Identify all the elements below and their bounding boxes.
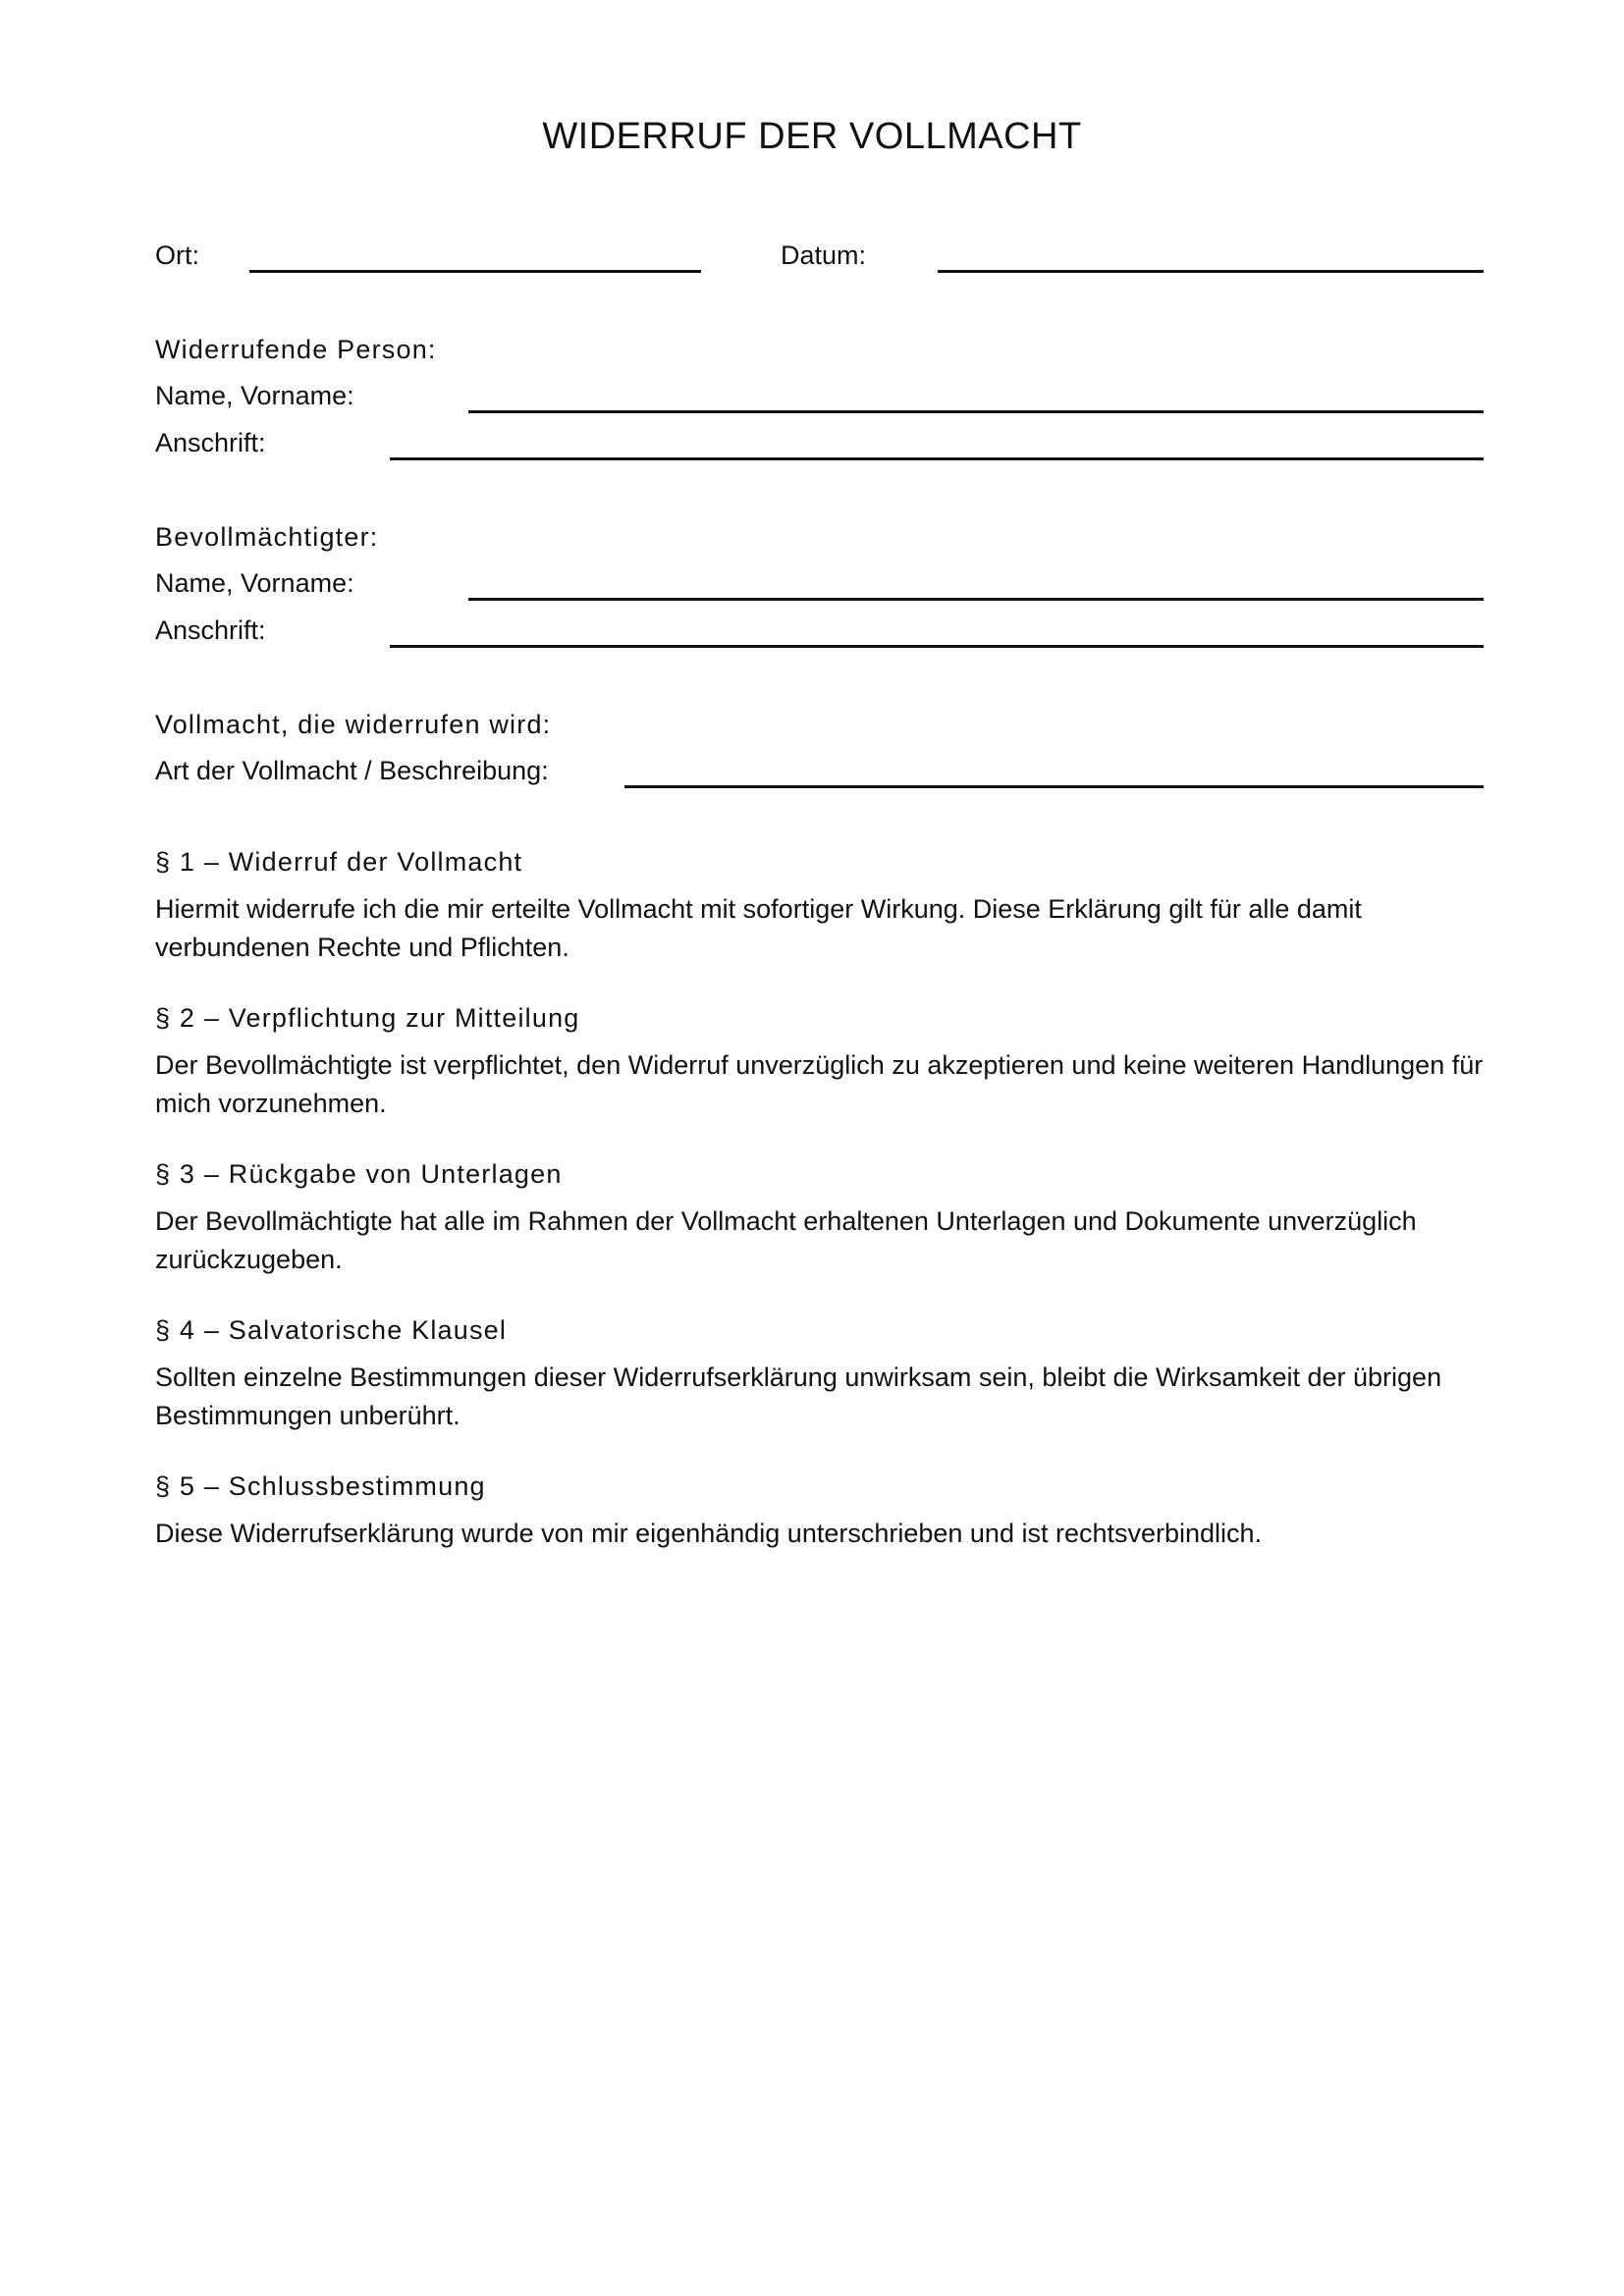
datum-field-line[interactable] xyxy=(938,270,1484,273)
widerrufende-name-field-line[interactable] xyxy=(468,410,1484,413)
clause-2-heading: § 2 – Verpflichtung zur Mitteilung xyxy=(155,1003,580,1033)
widerrufende-name-label: Name, Vorname: xyxy=(155,381,354,410)
vollmacht-art-field-line[interactable] xyxy=(624,785,1484,788)
ort-label: Ort: xyxy=(155,240,199,270)
bevollmaechtigter-name-field-line[interactable] xyxy=(468,598,1484,601)
bevollmaechtigter-heading: Bevollmächtigter: xyxy=(155,522,379,552)
clause-2-body: Der Bevollmächtigte ist verpflichtet, den Widerruf unverzüglich zu akzeptieren und keine weiteren Handlungen für mich vorzunehmen. xyxy=(155,1050,1484,1118)
vollmacht-art-label: Art der Vollmacht / Beschreibung: xyxy=(155,756,549,785)
bevollmaechtigter-name-label: Name, Vorname: xyxy=(155,568,354,598)
bevollmaechtigter-anschrift-field-line[interactable] xyxy=(390,645,1484,648)
widerrufende-anschrift-field-line[interactable] xyxy=(390,457,1484,460)
clause-3-body: Der Bevollmächtigte hat alle im Rahmen der Vollmacht erhaltenen Unterlagen und Dokumente unverzüglich zurückzugeben. xyxy=(155,1206,1417,1274)
document-title: WIDERRUF DER VOLLMACHT xyxy=(542,116,1082,157)
clause-4-heading: § 4 – Salvatorische Klausel xyxy=(155,1315,508,1345)
clause-1-heading: § 1 – Widerruf der Vollmacht xyxy=(155,847,523,877)
widerrufende-anschrift-label: Anschrift: xyxy=(155,428,266,457)
vollmacht-heading: Vollmacht, die widerrufen wird: xyxy=(155,710,552,739)
clause-3-heading: § 3 – Rückgabe von Unterlagen xyxy=(155,1159,563,1189)
clause-4-body: Sollten einzelne Bestimmungen dieser Widerrufserklärung unwirksam sein, bleibt die Wirksamkeit der übrigen Bestimmungen unberührt. xyxy=(155,1362,1442,1430)
clause-1-body: Hiermit widerrufe ich die mir erteilte Vollmacht mit sofortiger Wirkung. Diese Erklärung gilt für alle damit verbundenen Rechte und Pflichten. xyxy=(155,894,1362,962)
ort-field-line[interactable] xyxy=(249,270,701,273)
datum-label: Datum: xyxy=(781,240,867,270)
clause-5-body: Diese Widerrufserklärung wurde von mir eigenhändig unterschrieben und ist rechtsverbindlich. xyxy=(155,1519,1263,1548)
bevollmaechtigter-anschrift-label: Anschrift: xyxy=(155,615,266,645)
widerrufende-person-heading: Widerrufende Person: xyxy=(155,335,437,364)
clause-5-heading: § 5 – Schlussbestimmung xyxy=(155,1471,486,1501)
